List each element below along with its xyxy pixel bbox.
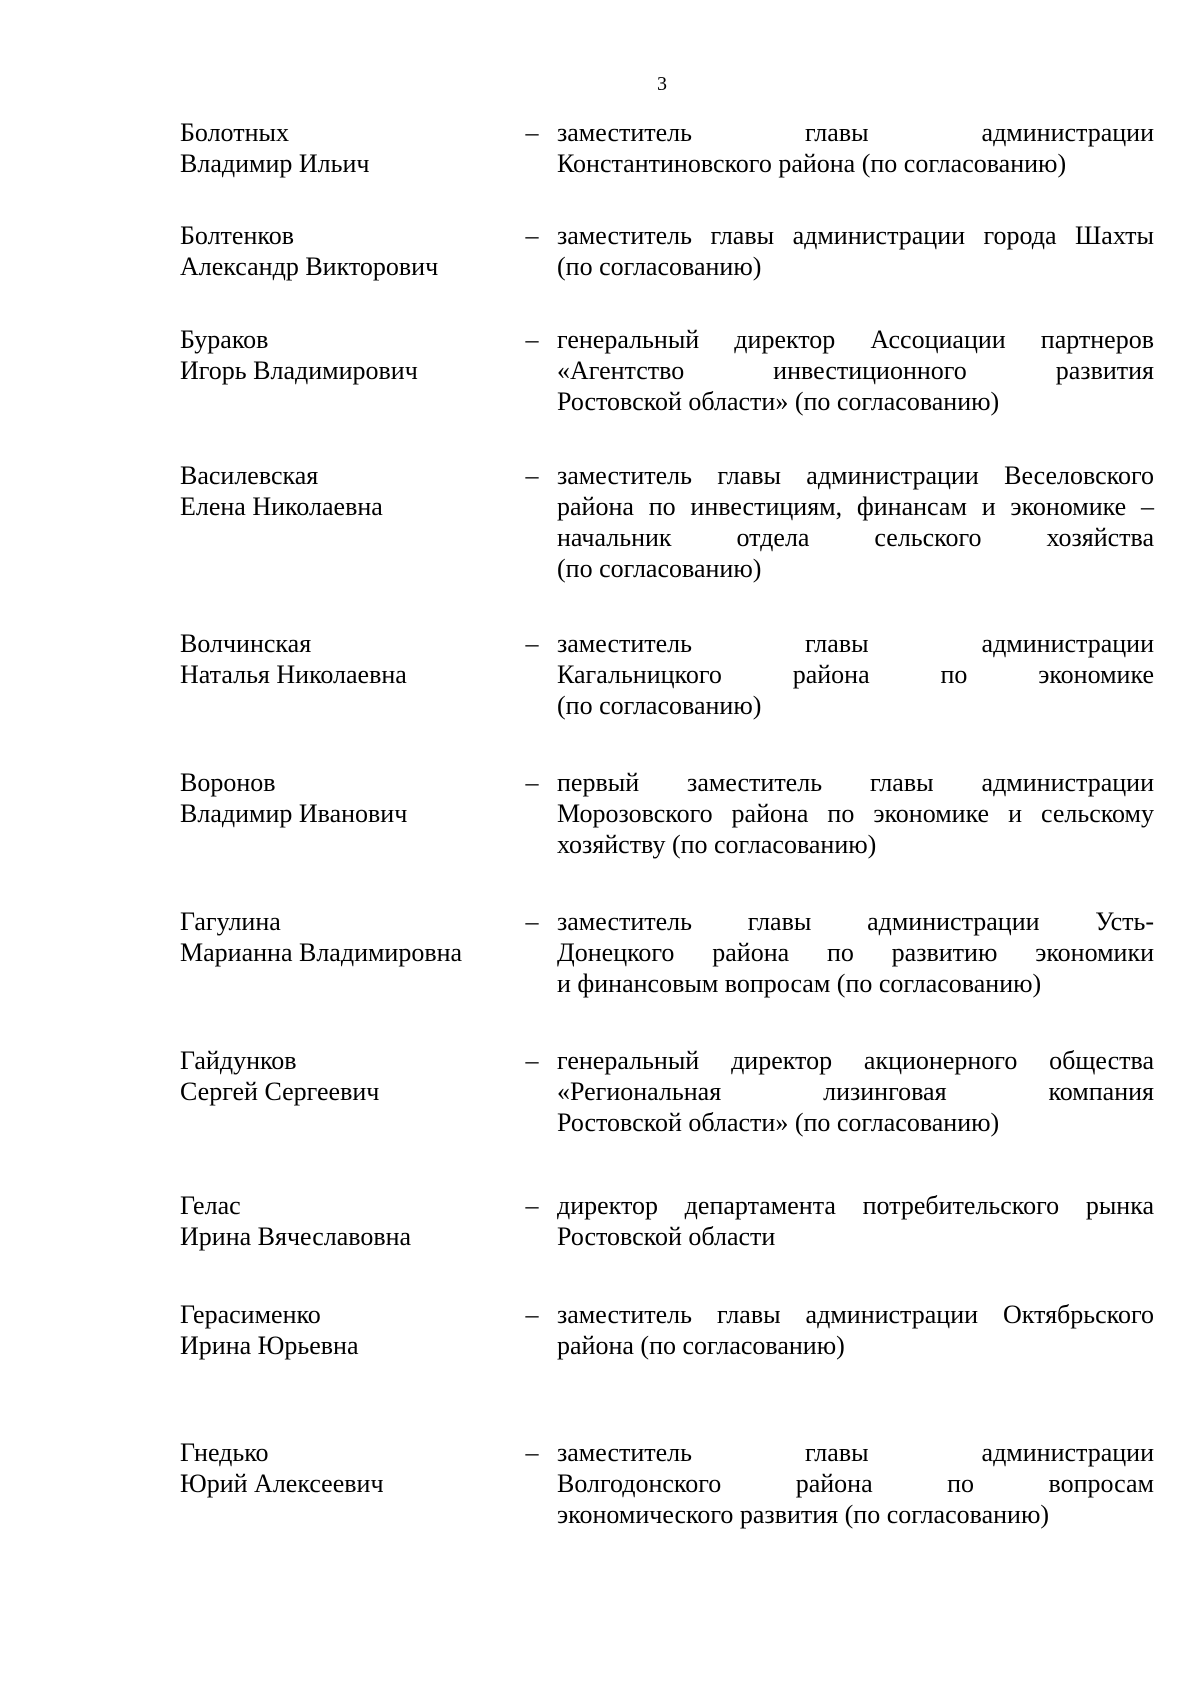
member-position [557, 220, 1154, 282]
member-position [557, 1190, 1154, 1252]
member-surname: Волчинская [180, 629, 312, 658]
member-given-names: Елена Николаевна [180, 492, 383, 521]
position-line: Морозовского района по экономике и сельскому [557, 799, 1154, 828]
position-line: и финансовым вопросам (по согласованию) [557, 969, 1042, 998]
position-line: «Региональная лизинговая компания [557, 1077, 1154, 1106]
member-given-names: Игорь Владимирович [180, 356, 418, 385]
member-position [557, 906, 1154, 999]
member-surname: Гайдунков [180, 1046, 297, 1075]
member-surname: Бураков [180, 325, 269, 354]
member-given-names: Ирина Юрьевна [180, 1331, 359, 1360]
member-position [557, 767, 1154, 860]
position-line: заместитель главы администрации города Шахты [557, 221, 1154, 250]
position-line: генеральный директор акционерного общества [557, 1046, 1154, 1075]
member-position [557, 324, 1154, 417]
member-name [180, 220, 510, 282]
member-surname: Гелас [180, 1191, 241, 1220]
dash-separator: – [525, 1046, 539, 1075]
dash-separator: – [525, 461, 539, 490]
dash-separator: – [525, 221, 539, 250]
member-name [180, 460, 510, 522]
member-position [557, 1299, 1154, 1361]
position-line: (по согласованию) [557, 554, 762, 583]
dash-separator: – [525, 118, 539, 147]
position-line: заместитель главы администрации [557, 1438, 1154, 1467]
member-name [180, 1190, 510, 1252]
member-given-names: Наталья Николаевна [180, 660, 407, 689]
position-line: (по согласованию) [557, 252, 762, 281]
position-line: Ростовской области [557, 1222, 776, 1251]
position-line: Волгодонского района по вопросам [557, 1469, 1154, 1498]
member-name [180, 628, 510, 690]
member-position [557, 117, 1154, 179]
position-line: генеральный директор Ассоциации партнеров [557, 325, 1154, 354]
position-line: Ростовской области» (по согласованию) [557, 1108, 1000, 1137]
dash-separator: – [525, 1438, 539, 1467]
member-position [557, 460, 1154, 584]
member-name [180, 906, 510, 968]
dash-separator: – [525, 907, 539, 936]
member-given-names: Марианна Владимировна [180, 938, 463, 967]
position-line: хозяйству (по согласованию) [557, 830, 877, 859]
member-name [180, 767, 510, 829]
dash-separator: – [525, 768, 539, 797]
position-line: района (по согласованию) [557, 1331, 845, 1360]
member-given-names: Юрий Алексеевич [180, 1469, 384, 1498]
member-given-names: Владимир Иванович [180, 799, 408, 828]
position-line: Кагальницкого района по экономике [557, 660, 1154, 689]
position-line: «Агентство инвестиционного развития [557, 356, 1154, 385]
position-line: заместитель главы администрации [557, 629, 1154, 658]
member-name [180, 1437, 510, 1499]
member-given-names: Владимир Ильич [180, 149, 370, 178]
member-surname: Василевская [180, 461, 319, 490]
position-line: заместитель главы администрации [557, 118, 1154, 147]
position-line: Ростовской области» (по согласованию) [557, 387, 1000, 416]
position-line: района по инвестициям, финансам и экономике – [557, 492, 1154, 521]
dash-separator: – [525, 325, 539, 354]
position-line: начальник отдела сельского хозяйства [557, 523, 1154, 552]
position-line: первый заместитель главы администрации [557, 768, 1154, 797]
dash-separator: – [525, 1300, 539, 1329]
member-surname: Герасименко [180, 1300, 321, 1329]
position-line: заместитель главы администрации Октябрьского [557, 1300, 1154, 1329]
dash-separator: – [525, 629, 539, 658]
position-line: директор департамента потребительского рынка [557, 1191, 1154, 1220]
member-surname: Болотных [180, 118, 289, 147]
position-line: Константиновского района (по согласованию) [557, 149, 1067, 178]
position-line: Донецкого района по развитию экономики [557, 938, 1154, 967]
member-position [557, 1437, 1154, 1530]
member-position [557, 1045, 1154, 1138]
member-surname: Гагулина [180, 907, 281, 936]
member-surname: Болтенков [180, 221, 294, 250]
position-line: (по согласованию) [557, 691, 762, 720]
member-given-names: Ирина Вячеславовна [180, 1222, 412, 1251]
dash-separator: – [525, 1191, 539, 1220]
member-given-names: Сергей Сергеевич [180, 1077, 380, 1106]
position-line: заместитель главы администрации Усть- [557, 907, 1154, 936]
member-surname: Воронов [180, 768, 276, 797]
page-number: 3 [657, 73, 667, 95]
position-line: экономического развития (по согласованию) [557, 1500, 1050, 1529]
member-name [180, 117, 510, 179]
member-given-names: Александр Викторович [180, 252, 439, 281]
member-position [557, 628, 1154, 721]
position-line: заместитель главы администрации Веселовского [557, 461, 1154, 490]
member-name [180, 1045, 510, 1107]
member-surname: Гнедько [180, 1438, 269, 1467]
member-name [180, 1299, 510, 1361]
member-name [180, 324, 510, 386]
